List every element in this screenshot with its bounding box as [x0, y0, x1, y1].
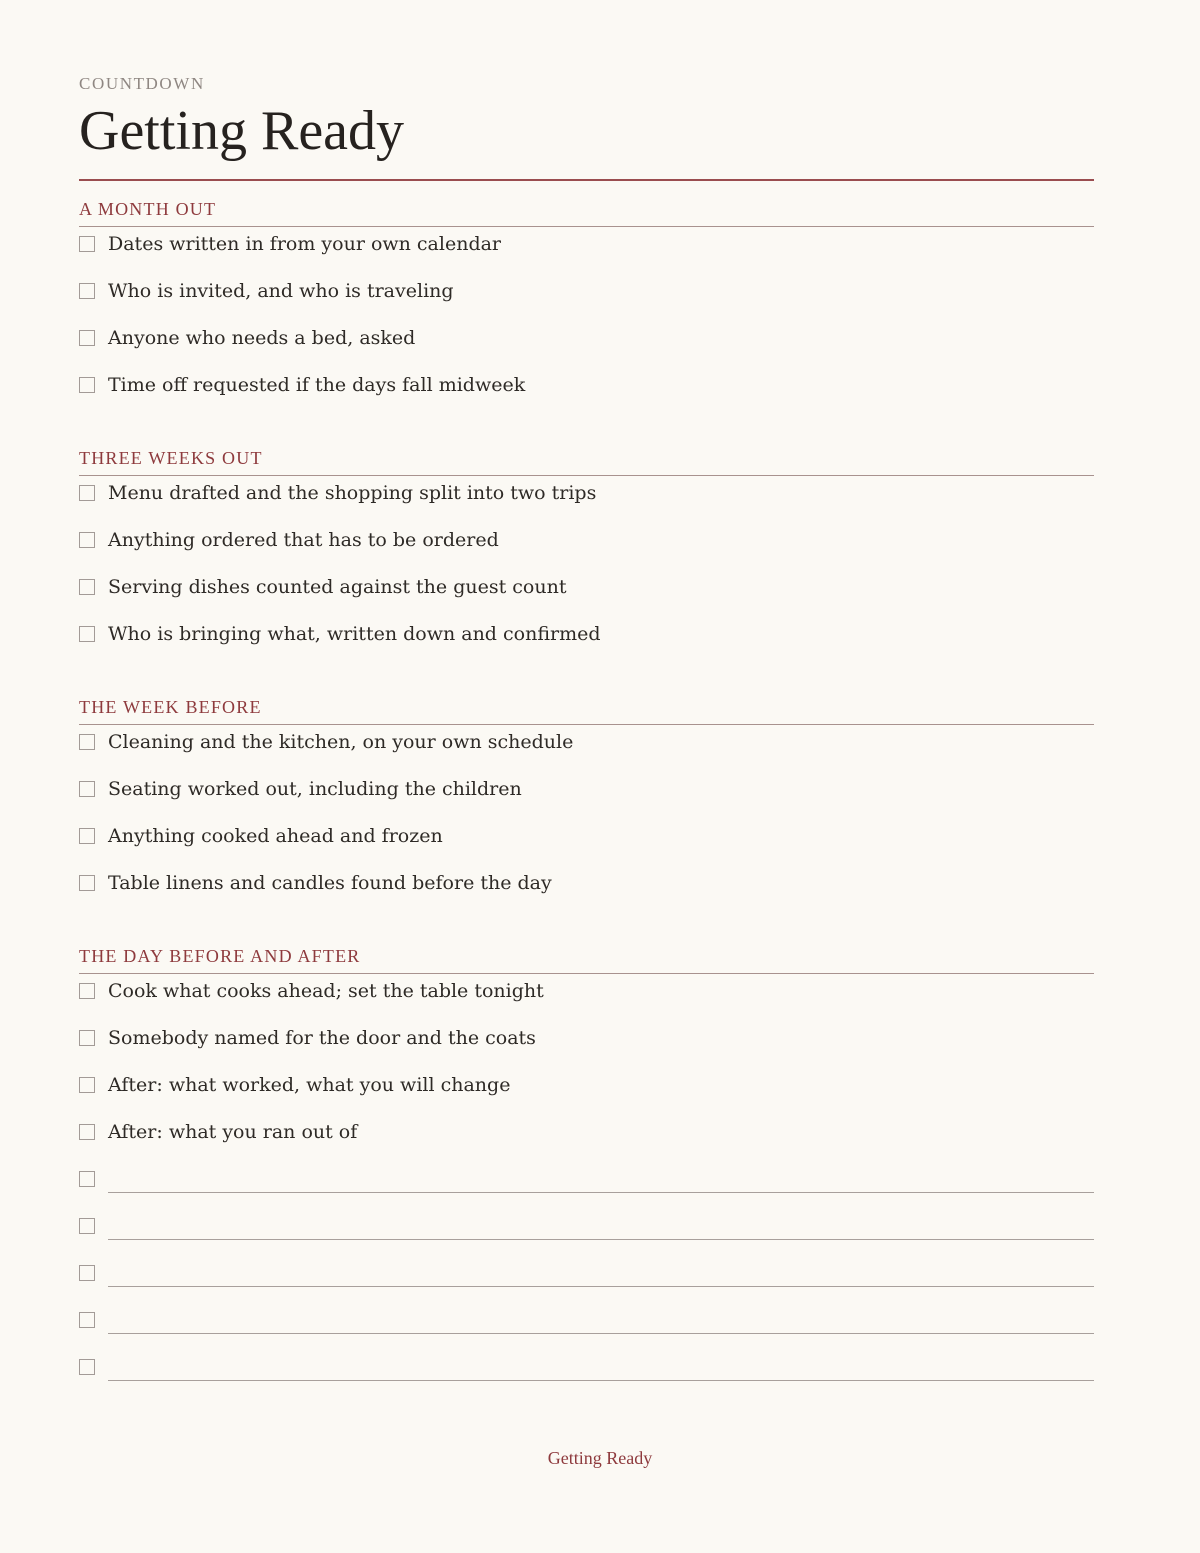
checkbox[interactable] [79, 377, 95, 393]
title-divider [79, 179, 1094, 181]
checklist-item [79, 576, 1094, 609]
checkbox[interactable] [79, 734, 95, 750]
section-heading: THE WEEK BEFORE [79, 696, 1094, 725]
checklist-item-label: Dates written in from your own calendar [108, 233, 502, 255]
checkbox[interactable] [79, 828, 95, 844]
checklist-item [79, 1074, 1094, 1107]
checkbox[interactable] [79, 1265, 95, 1281]
checkbox[interactable] [79, 1124, 95, 1140]
checkbox[interactable] [79, 1077, 95, 1093]
checkbox[interactable] [79, 781, 95, 797]
checkbox[interactable] [79, 330, 95, 346]
checklist-item [79, 374, 1094, 407]
checkbox[interactable] [79, 1171, 95, 1187]
checklist-item-label: Seating worked out, including the children [108, 778, 522, 800]
checkbox[interactable] [79, 626, 95, 642]
checklist-item-label: Anyone who needs a bed, asked [108, 327, 416, 349]
checklist-item-label: Cleaning and the kitchen, on your own schedule [108, 731, 574, 753]
write-in-line[interactable] [108, 1286, 1094, 1287]
checklist-item [79, 778, 1094, 811]
checkbox[interactable] [79, 532, 95, 548]
page-title: Getting Ready [79, 100, 405, 162]
checklist-item-label: Menu drafted and the shopping split into two trips [108, 482, 597, 504]
checklist-item [79, 825, 1094, 858]
checkbox[interactable] [79, 1359, 95, 1375]
checkbox[interactable] [79, 1218, 95, 1234]
checkbox[interactable] [79, 983, 95, 999]
blank-checklist-item [79, 1265, 1094, 1295]
checklist-item-label: Table linens and candles found before the day [108, 872, 552, 894]
checklist-item-label: Somebody named for the door and the coats [108, 1027, 536, 1049]
checkbox[interactable] [79, 1312, 95, 1328]
section-heading: A MONTH OUT [79, 198, 1094, 227]
checkbox[interactable] [79, 485, 95, 501]
checklist-item-label: Who is bringing what, written down and confirmed [108, 623, 601, 645]
checkbox[interactable] [79, 283, 95, 299]
section-heading: THE DAY BEFORE AND AFTER [79, 945, 1094, 974]
write-in-line[interactable] [108, 1192, 1094, 1193]
checklist-item [79, 280, 1094, 313]
write-in-line[interactable] [108, 1333, 1094, 1334]
checklist-item [79, 731, 1094, 764]
page-footer: Getting Ready [547, 1448, 653, 1468]
checklist-item-label: Who is invited, and who is traveling [108, 280, 454, 302]
checklist-item [79, 980, 1094, 1013]
blank-checklist-item [79, 1312, 1094, 1342]
section-heading: THREE WEEKS OUT [79, 447, 1094, 476]
blank-checklist-item [79, 1218, 1094, 1248]
checklist-item [79, 482, 1094, 515]
write-in-line[interactable] [108, 1380, 1094, 1381]
checklist-item [79, 529, 1094, 562]
checklist-item-label: Cook what cooks ahead; set the table tonight [108, 980, 544, 1002]
checklist-item [79, 1027, 1094, 1060]
checkbox[interactable] [79, 875, 95, 891]
checklist-item [79, 623, 1094, 656]
blank-checklist-item [79, 1171, 1094, 1201]
checklist-item [79, 327, 1094, 360]
checklist-item-label: After: what worked, what you will change [108, 1074, 511, 1096]
checklist-item [79, 233, 1094, 266]
checkbox[interactable] [79, 579, 95, 595]
checkbox[interactable] [79, 1030, 95, 1046]
blank-checklist-item [79, 1359, 1094, 1389]
checkbox[interactable] [79, 236, 95, 252]
checklist-item-label: Anything cooked ahead and frozen [108, 825, 443, 847]
checklist-item [79, 1121, 1094, 1154]
checklist-item-label: After: what you ran out of [108, 1121, 358, 1143]
checklist-item-label: Serving dishes counted against the guest count [108, 576, 567, 598]
checklist-item-label: Time off requested if the days fall midweek [108, 374, 526, 396]
page-eyebrow: COUNTDOWN [79, 74, 205, 93]
write-in-line[interactable] [108, 1239, 1094, 1240]
checklist-item [79, 872, 1094, 905]
checklist-item-label: Anything ordered that has to be ordered [108, 529, 499, 551]
